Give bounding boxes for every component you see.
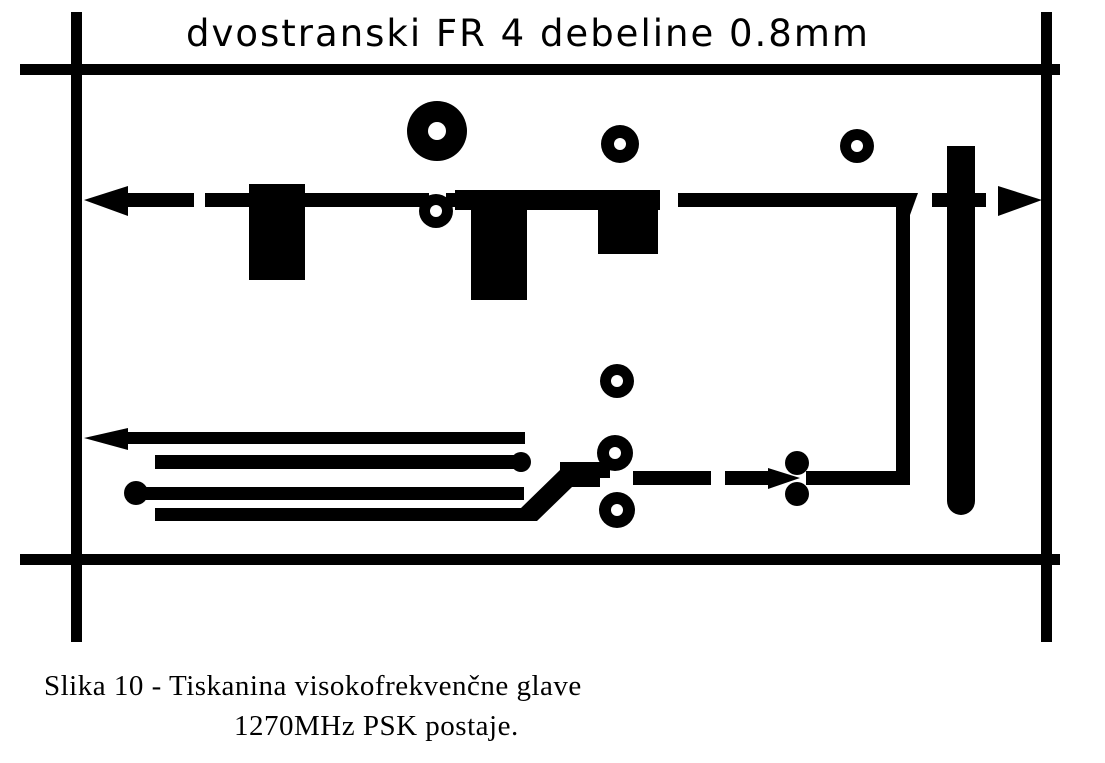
pad-ring-lower-mid	[597, 435, 633, 471]
pad-dot-upper-right-junction	[785, 451, 809, 475]
pad-ring-lower-bottom	[599, 492, 635, 528]
pad-ring-lower-top	[600, 364, 634, 398]
board-edge-top	[20, 64, 1060, 75]
pad-dot-lower-right-junction	[785, 482, 809, 506]
upper-trace-pad-bar	[455, 190, 660, 210]
lower-trace-b1	[132, 487, 524, 500]
lower-trace-right-1	[633, 471, 711, 485]
registration-line-right	[1041, 12, 1052, 642]
stub-block-left	[249, 184, 305, 280]
upper-trace-bend-vertical	[896, 199, 910, 461]
pad-large-ring	[407, 101, 467, 161]
upper-trace-bend-corner	[896, 193, 918, 215]
vertical-bar-right-end-cap	[947, 487, 975, 515]
lower-trace-group	[84, 428, 910, 521]
upper-trace-seg-2	[205, 193, 249, 207]
lower-trace-right-4	[896, 449, 910, 485]
trace-arrow-right	[998, 186, 1042, 216]
trace-arrow-left	[84, 186, 128, 216]
lower-trace-a2	[155, 455, 521, 469]
lower-trace-b2	[155, 508, 525, 521]
pad-ring-upper-right	[840, 129, 874, 163]
upper-trace-seg-1	[126, 193, 194, 207]
pad-dot-left-lower-trace	[124, 481, 148, 505]
pad-ring-upper-mid	[601, 125, 639, 163]
pad-ring-on-trace	[419, 194, 453, 228]
upper-trace-seg-5	[678, 193, 903, 207]
lower-trace-right-3	[806, 471, 902, 485]
upper-main-trace-group	[84, 186, 1042, 461]
upper-trace-seg-6	[932, 193, 986, 207]
lower-trace-a1	[120, 432, 525, 444]
stub-block-mid	[471, 200, 527, 300]
caption-line-2: 1270MHz PSK postaje.	[234, 710, 519, 742]
caption-line-1: Slika 10 - Tiskanina visokofrekvenčne glave	[44, 670, 582, 702]
registration-line-left	[71, 12, 82, 642]
lower-trace-right-2	[725, 471, 775, 485]
upper-trace-seg-3	[305, 193, 429, 207]
handwritten-note: dvostranski FR 4 debeline 0.8mm	[186, 12, 870, 55]
board-edge-bottom	[20, 554, 1060, 565]
pad-dot-stub-end	[511, 452, 531, 472]
figure-caption	[44, 666, 1064, 746]
